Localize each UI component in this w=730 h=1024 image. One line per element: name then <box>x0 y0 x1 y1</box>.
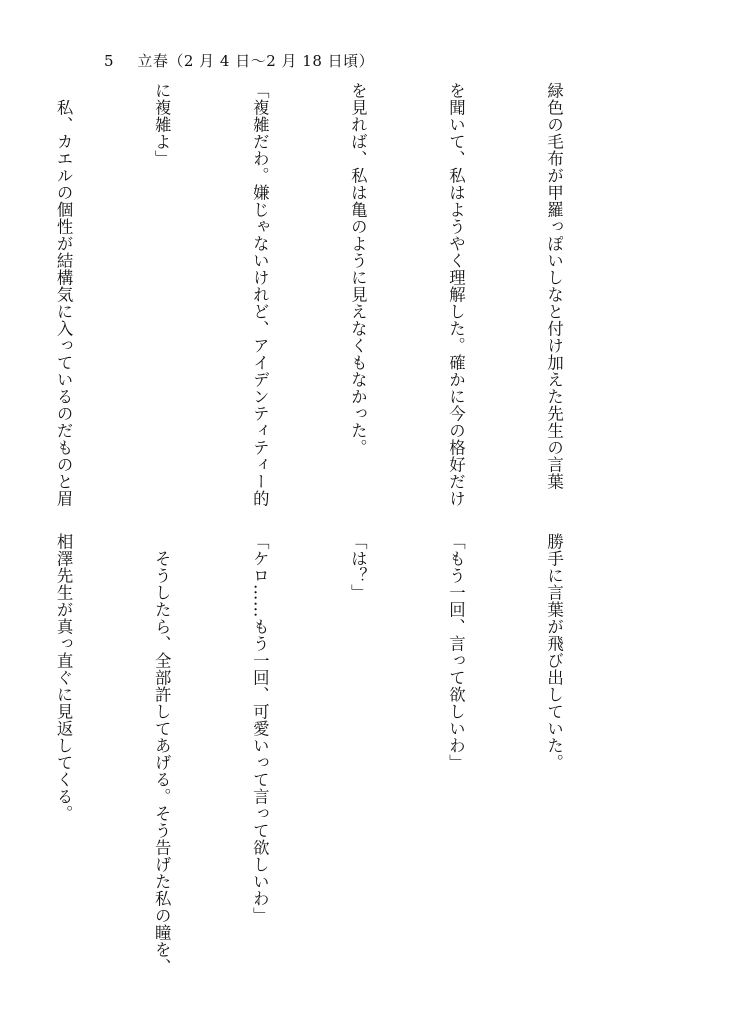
text-line: 「複雑だわ。嫌じゃないけれど、アイデンティティー的 <box>250 82 270 507</box>
text-line: 「ケロ……もう一回、可愛いって言って欲しいわ」 <box>250 533 270 924</box>
text-line: 緑色の毛布が甲羅っぽいしなと付け加えた先生の言葉 <box>544 82 564 490</box>
text-line: 「もう一回、言って欲しいわ」 <box>446 533 466 771</box>
text-line: 勝手に言葉が飛び出していた。 <box>544 533 564 771</box>
text-line: 「は？」 <box>348 533 368 601</box>
text-line: そうしたら、全部許してあげる。そう告げた私の瞳を、 <box>152 533 172 975</box>
page-number: 5 <box>104 52 115 70</box>
upper-text-block <box>0 82 635 512</box>
text-line: に複雑よ」 <box>152 82 172 167</box>
chapter-title: 立春（2 月 4 日〜2 月 18 日頃） <box>137 52 375 70</box>
running-header <box>104 50 374 71</box>
lower-text-block <box>0 533 635 975</box>
text-line: を聞いて、私はようやく理解した。確かに今の格好だけ <box>446 82 466 507</box>
text-line: 私、カエルの個性が結構気に入っているのだものと眉 <box>54 82 74 507</box>
text-line: 相澤先生が真っ直ぐに見返してくる。 <box>54 533 74 822</box>
text-line: を見れば、私は亀のように見えなくもなかった。 <box>348 82 368 456</box>
